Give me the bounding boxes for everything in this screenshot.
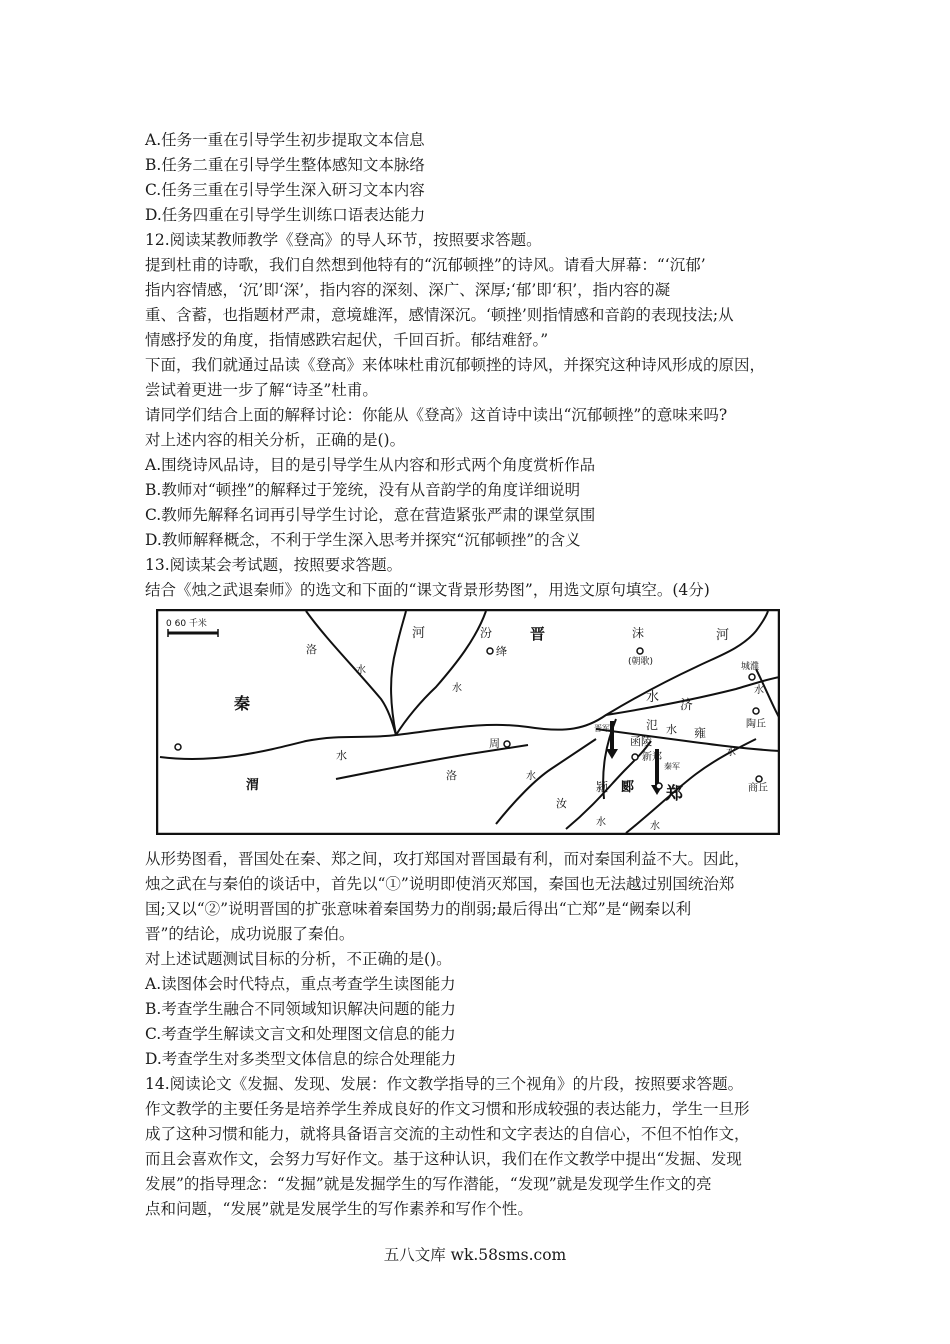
option-b-line: B.教师对“顿挫”的解释过于笼统，没有从音韵学的角度详细说明	[145, 481, 581, 499]
passage-line: 指内容情感，‘沉’即‘深’，指内容的深刻、深广、深厚;‘郁’即‘积’，指内容的凝	[145, 281, 671, 299]
map-label: 水	[754, 685, 764, 696]
option-a-line: A.任务一重在引导学生初步提取文本信息	[145, 131, 425, 149]
analysis-line: 烛之武在与秦伯的谈话中，首先以“①”说明即使消灭郑国，秦国也无法越过别国统治郑	[145, 875, 735, 893]
option-d-line: D.考查学生对多类型文体信息的综合处理能力	[145, 1050, 457, 1068]
map-label: (朝歌)	[628, 657, 654, 667]
analysis-line: 晋”的结论，成功说服了秦伯。	[145, 925, 355, 943]
map-label: 洛	[446, 769, 457, 782]
map-label: 水	[526, 771, 536, 782]
analysis-line: 从形势图看，晋国处在秦、郑之间，攻打郑国对晋国最有利，而对秦国利益不大。因此，	[145, 850, 750, 868]
map-label: 郾	[621, 780, 635, 795]
map-label: 沫	[632, 626, 645, 640]
passage-line: 下面，我们就通过品读《登高》来体味杜甫沉郁顿挫的诗风，并探究这种诗风形成的原因，	[145, 356, 766, 374]
map-label: 雍	[694, 726, 707, 740]
background-situation-map	[156, 609, 780, 835]
passage-line: 请同学们结合上面的解释讨论：你能从《登高》这首诗中读出“沉郁顿挫”的意味来吗?	[145, 406, 728, 424]
option-d-line: D.教师解释概念，不利于学生深入思考并探究“沉郁顿挫”的含义	[145, 531, 581, 549]
question-13-instruction: 结合《烛之武退秦师》的选文和下面的“课文背景形势图”，用选文原句填空。(4分)	[145, 581, 710, 599]
map-label: 水	[726, 747, 736, 758]
map-label: 济	[680, 698, 694, 713]
essay-passage-line: 而且会喜欢作文，会努力写好作文。基于这种认识，我们在作文教学中提出“发掘、发现	[145, 1150, 742, 1168]
option-c-line: C.考查学生解读文言文和处理图文信息的能力	[145, 1025, 456, 1043]
passage-line: 重、含蓄，也指题材严肃，意境雄浑，感情深沉。‘顿挫’则指情感和音韵的表现技法;从	[145, 306, 734, 324]
map-label: 秦军	[664, 762, 680, 771]
map-label: 渭	[246, 778, 260, 793]
map-label: 周	[489, 737, 500, 750]
option-b-line: B.考查学生融合不同领域知识解决问题的能力	[145, 1000, 456, 1018]
map-label: 绛	[496, 645, 507, 658]
map-label: 汾	[480, 626, 493, 640]
question-stem: 对上述试题测试目标的分析，不正确的是()。	[145, 950, 452, 968]
map-label: 函陵	[630, 735, 652, 748]
map-label: 水	[356, 665, 366, 676]
map-label: 城濮	[741, 662, 760, 672]
map-label: 水	[646, 690, 660, 705]
map-label: 水	[336, 749, 347, 762]
analysis-line: 国;又以“②”说明晋国的扩张意味着秦国势力的削弱;最后得出“亡郑”是“阙秦以利	[145, 900, 692, 918]
question-stem: 对上述内容的相关分析，正确的是()。	[145, 431, 406, 449]
essay-passage-line: 成了这种习惯和能力，就将具备语言交流的主动性和文字表达的自信心，不但不怕作文，	[145, 1125, 750, 1143]
map-label: 水	[452, 683, 462, 694]
map-label: 秦	[234, 694, 251, 713]
map-label: 水	[650, 821, 660, 832]
passage-line: 提到杜甫的诗歌，我们自然想到他特有的“沉郁顿挫”的诗风。请看大屏幕：“‘沉郁’	[145, 256, 706, 274]
option-a-line: A.围绕诗风品诗，目的是引导学生从内容和形式两个角度赏析作品	[145, 456, 596, 474]
option-d-line: D.任务四重在引导学生训练口语表达能力	[145, 206, 426, 224]
question-13-title: 13.阅读某会考试题，按照要求答题。	[145, 556, 403, 574]
map-label: 氾	[646, 718, 659, 732]
essay-passage-line: 点和问题，“发展”就是发展学生的写作素养和写作个性。	[145, 1200, 533, 1218]
passage-line: 情感抒发的角度，指情感跌宕起伏，千回百折。郁结难舒。”	[145, 331, 549, 349]
map-label: 新郑	[642, 752, 662, 763]
map-label: 水	[666, 723, 677, 736]
page-footer: 五八文库 wk.58sms.com	[383, 1246, 567, 1264]
option-b-line: B.任务二重在引导学生整体感知文本脉络	[145, 156, 425, 174]
essay-passage-line: 发展”的指导理念：“发掘”就是发掘学生的写作潜能，“发现”就是发现学生作文的亮	[145, 1175, 712, 1193]
map-label: 晋	[530, 625, 546, 643]
map-label: 汝	[556, 797, 567, 810]
map-label: 晋军	[594, 724, 610, 733]
question-12-title: 12.阅读某教师教学《登高》的导人环节，按照要求答题。	[145, 231, 542, 249]
map-label: 洛	[306, 643, 317, 656]
essay-passage-line: 作文教学的主要任务是培养学生养成良好的作文习惯和形成较强的表达能力，学生一旦形	[145, 1100, 750, 1118]
option-a-line: A.读图体会时代特点，重点考查学生读图能力	[145, 975, 456, 993]
scale-label: 0 60 千米	[166, 619, 207, 629]
map-label: 水	[596, 817, 606, 828]
map-label: 商丘	[748, 783, 768, 794]
option-c-line: C.任务三重在引导学生深入研习文本内容	[145, 181, 425, 199]
map-label: 郑	[666, 784, 683, 804]
option-c-line: C.教师先解释名词再引导学生讨论，意在营造紧张严肃的课堂氛围	[145, 506, 596, 524]
map-label: 陶丘	[746, 719, 766, 730]
passage-line: 尝试着更进一步了解“诗圣”杜甫。	[145, 381, 378, 399]
map-label: 河	[716, 628, 730, 643]
map-label: 颍	[596, 780, 609, 794]
map-label: 河	[412, 626, 426, 641]
question-14-title: 14.阅读论文《发掘、发现、发展：作文教学指导的三个视角》的片段，按照要求答题。	[145, 1075, 744, 1093]
